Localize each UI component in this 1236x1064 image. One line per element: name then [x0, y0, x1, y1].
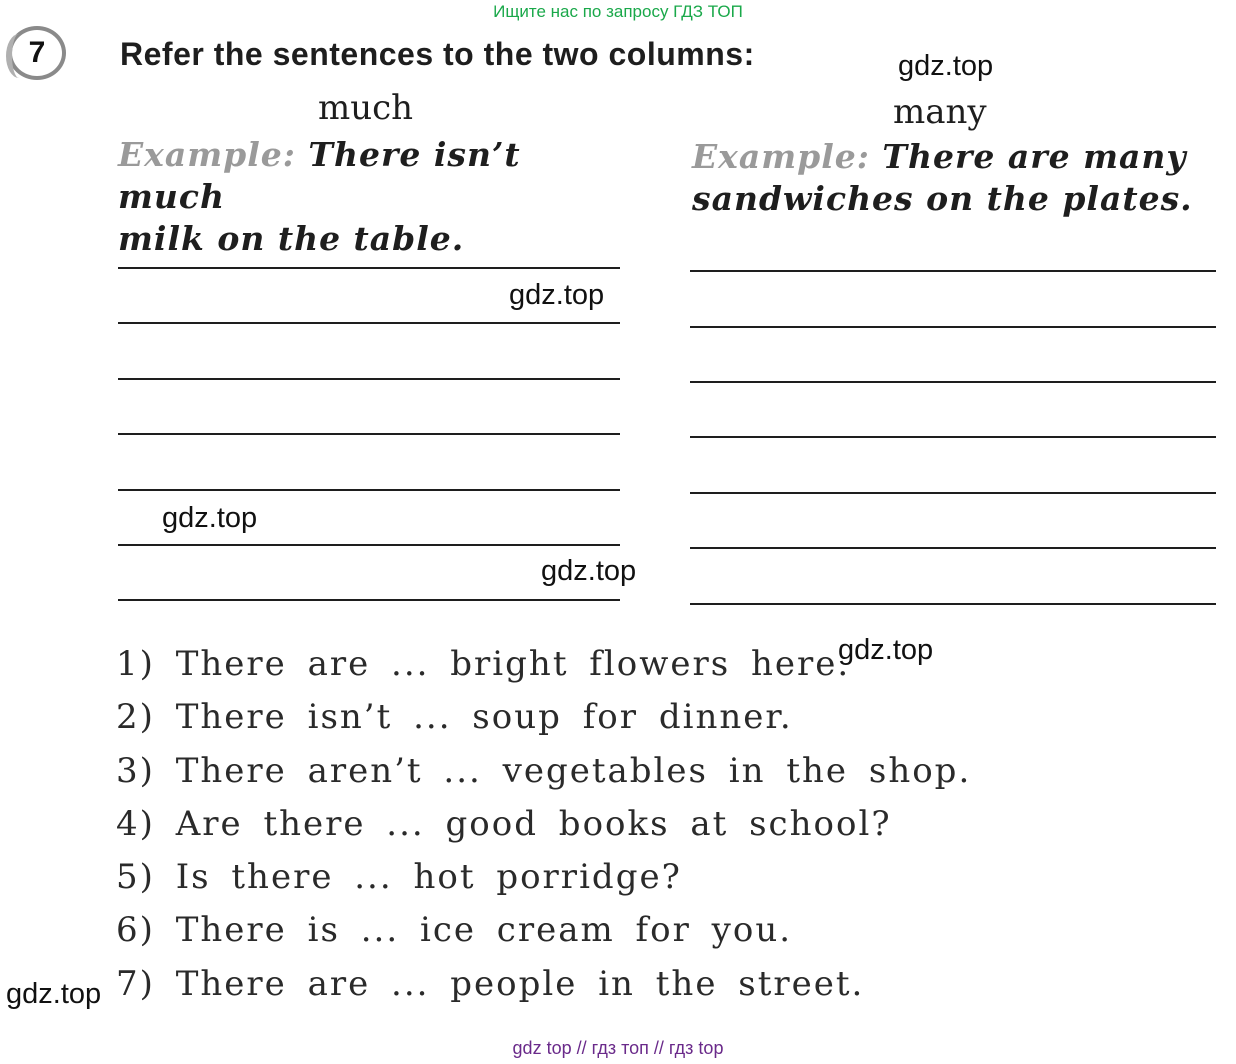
example-label: Example:	[118, 135, 296, 174]
answer-line-many[interactable]	[690, 492, 1216, 494]
example-many-line2: sandwiches on the plates.	[692, 179, 1193, 218]
exercise-title: Refer the sentences to the two columns:	[120, 36, 755, 72]
answer-line-many[interactable]	[690, 326, 1216, 328]
bottom-banner[interactable]: gdz top // гдз топ // гдз top	[512, 1038, 724, 1058]
watermark: gdz.top	[541, 555, 637, 587]
answer-line-much[interactable]	[118, 267, 620, 269]
example-much-line1	[118, 134, 628, 218]
answer-line-much[interactable]	[118, 599, 620, 601]
sentence-item: 7) There are ... people in the street.	[116, 964, 865, 1004]
example-label: Example:	[692, 137, 870, 176]
example-much-text1: There isn’t much	[118, 135, 521, 216]
exercise-number-badge	[8, 26, 66, 80]
answer-line-many[interactable]	[690, 270, 1216, 272]
sentence-item: 5) Is there ... hot porridge?	[116, 857, 682, 897]
example-much-line2: milk on the table.	[118, 219, 465, 258]
answer-line-much[interactable]	[118, 544, 620, 546]
sentence-item: 4) Are there ... good books at school?	[116, 804, 892, 844]
example-much	[118, 134, 628, 260]
example-many-text1: There are many	[882, 137, 1187, 176]
sentence-item: 6) There is ... ice cream for you.	[116, 910, 793, 950]
top-banner[interactable]: Ищите нас по запросу ГДЗ ТОП	[493, 2, 743, 21]
column-heading-much: much	[318, 88, 414, 128]
answer-line-much[interactable]	[118, 322, 620, 324]
sentence-item: 2) There isn’t ... soup for dinner.	[116, 697, 793, 737]
exercise-number: 7	[28, 36, 46, 69]
answer-line-much[interactable]	[118, 489, 620, 491]
answer-line-much[interactable]	[118, 378, 620, 380]
sentence-item: 1) There are ... bright flowers here.	[116, 644, 851, 684]
watermark: gdz.top	[162, 502, 258, 534]
answer-line-many[interactable]	[690, 381, 1216, 383]
answer-line-many[interactable]	[690, 547, 1216, 549]
column-heading-many: many	[893, 92, 987, 132]
watermark: gdz.top	[838, 634, 934, 666]
watermark: gdz.top	[509, 279, 605, 311]
watermark: gdz.top	[6, 978, 102, 1010]
example-many	[692, 136, 1232, 220]
example-many-line1	[692, 136, 1232, 178]
watermark: gdz.top	[898, 50, 994, 82]
answer-line-much[interactable]	[118, 433, 620, 435]
answer-line-many[interactable]	[690, 603, 1216, 605]
answer-line-many[interactable]	[690, 436, 1216, 438]
sentence-item: 3) There aren’t ... vegetables in the shop.	[116, 751, 972, 791]
